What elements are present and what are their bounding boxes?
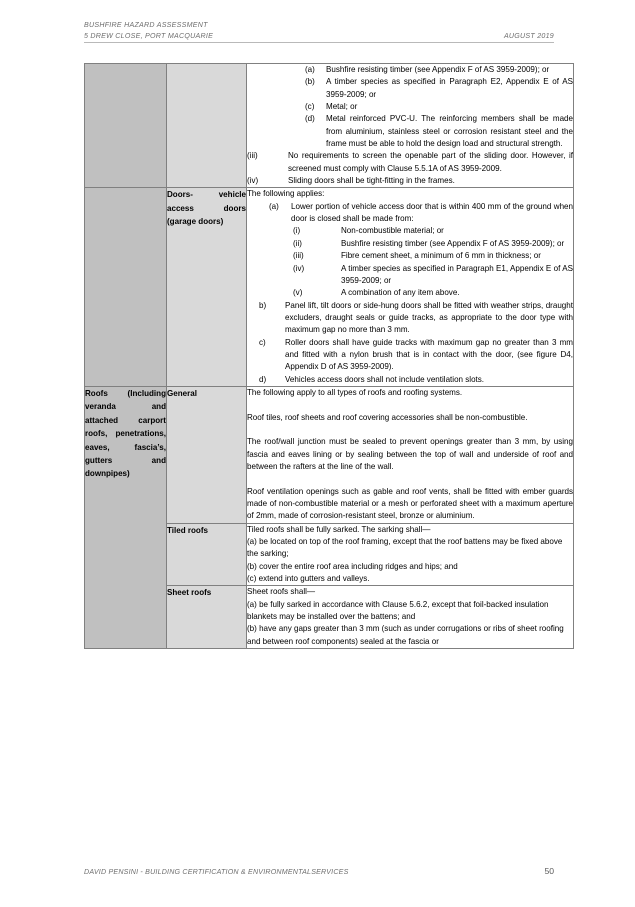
paragraph: Roof ventilation openings such as gable and roof vents, shall be fitted with ember guards made of non-combustible material or a mesh or perforated sheet with a maximum aperture of 2mm, made of corrosion-resistant steel, bronze or aluminium. [247,486,573,521]
list-text: Metal; or [326,102,358,112]
list-item [247,238,573,250]
table-row [85,188,574,387]
list-marker: (iii) [293,251,304,261]
list-text: A timber species as specified in Paragraph E1, Appendix E of AS 3959-2009; or [341,263,573,285]
list-text: Vehicles access doors shall not include ventilation slots. [285,374,485,384]
subcategory-cell-garage-doors: Doors- vehicle access doors (garage doors) [167,188,247,387]
list-marker: (c) [305,102,315,112]
list-item [247,64,573,76]
list-item [247,263,573,288]
list-text: Non-combustible material; or [341,226,444,236]
document-footer [84,866,554,876]
list-marker: (ii) [293,238,302,248]
requirements-cell-garage-doors [247,188,574,387]
list-item [247,101,573,113]
list-item [247,201,573,226]
list-text: No requirements to screen the openable part of the sliding door. However, if screened must comply with Clause 5.5.1A of AS 3959-2009. [288,151,573,173]
list-marker: (a) [305,65,315,74]
list-item [247,287,573,299]
footer-company: DAVID PENSINI - BUILDING CERTIFICATION & ENVIRONMENTALSERVICES [84,868,349,876]
list-marker: d) [259,374,267,384]
list-item [247,374,573,386]
list-text: Bushfire resisting timber (see Appendix F of AS 3959-2009); or [326,65,550,74]
list-text: Roller doors shall have guide tracks with maximum gap no greater than 3 mm and fitted with a nylon brush that is in contact with the door, (see figure D4, Appendix D of AS 3959-2009). [285,337,573,372]
paragraph: (a) be fully sarked in accordance with Clause 5.6.2, except that foil-backed insulation blankets may be installed over the battens; and [247,599,549,621]
list-item [247,225,573,237]
requirements-cell-tiled-roofs [247,523,574,586]
list-item [247,175,573,187]
header-property-address: 5 DREW CLOSE, PORT MACQUARIE [84,31,214,40]
list-text: A timber species as specified in Paragraph E2, Appendix E of AS 3959-2009; or [326,77,573,99]
page-number: 50 [544,866,554,876]
paragraph: The roof/wall junction must be sealed to prevent openings greater than 3 mm, by using fascia and eaves lining or by sealing between the top of wall and underside of roof and between the rafters at the line of the wall. [247,437,573,471]
list-text: Fibre cement sheet, a minimum of 6 mm in thickness; or [341,251,541,261]
header-subtitle-row [84,31,554,44]
header-date: AUGUST 2019 [503,31,554,40]
list-marker: (b) [305,77,315,87]
list-marker: b) [259,300,267,310]
list-item [247,337,573,374]
document-header [84,20,554,43]
list-text: Lower portion of vehicle access door that is within 400 mm of the ground when door is closed shall be made from: [291,201,573,224]
paragraph: (a) be located on top of the roof framing, except that the roof battens may be fixed above the sarking; [247,536,563,559]
paragraph: Roof tiles, roof sheets and roof covering accessories shall be non-combustible. [247,412,528,422]
paragraph: (b) cover the entire roof area including ridges and hips; and [247,561,458,571]
list-marker: (iii) [247,151,258,161]
list-marker: (iv) [293,263,305,273]
paragraph: The following apply to all types of roofs and roofing systems. [247,387,463,397]
requirements-cell-sliding-doors-continued [247,64,574,188]
list-marker: (iv) [247,176,259,186]
subcategory-cell-continued [167,64,247,188]
requirements-cell-sheet-roofs [247,586,574,649]
subcategory-cell-tiled-roofs: Tiled roofs [167,523,247,586]
list-marker: (v) [293,288,303,298]
paragraph: (b) have any gaps greater than 3 mm (such as under corrugations or ribs of sheet roofing and between roof components) sealed at the fascia or [247,624,564,646]
table-row [85,386,574,523]
list-item [247,250,573,262]
list-item [247,150,573,175]
category-cell-continued [85,64,167,188]
category-cell-blank [85,188,167,387]
list-text: Metal reinforced PVC-U. The reinforcing members shall be made from aluminium, stainless steel or corrosion resistant steel and the frame must be able to hold the design load and structural strength. [326,114,573,149]
list-text: Panel lift, tilt doors or side-hung doors shall be fitted with weather strips, draught excluders, draught seals or guide tracks, as appropriate to the door type with maximum gap no more than 3 mm. [285,300,573,335]
list-text: A combination of any item above. [341,288,460,298]
list-item [247,300,573,337]
list-marker: (a) [269,201,279,211]
bushfire-construction-requirements-table [84,63,574,649]
header-title: BUSHFIRE HAZARD ASSESSMENT [84,21,208,29]
list-marker: c) [259,337,266,347]
category-cell-roofs: Roofs (Including veranda and attached carport roofs, penetrations, eaves, fascia’s, gutters and downpipes) [85,386,167,648]
list-marker: (i) [293,226,301,236]
list-item [247,113,573,150]
intro-text: The following applies: [247,189,325,199]
list-item [247,76,573,101]
list-text: Bushfire resisting timber (see Appendix F of AS 3959-2009); or [341,238,565,248]
list-text: Sliding doors shall be tight-fitting in the frames. [288,176,455,186]
paragraph: Tiled roofs shall be fully sarked. The sarking shall— [247,524,431,534]
subcategory-cell-sheet-roofs: Sheet roofs [167,586,247,649]
paragraph: (c) extend into gutters and valleys. [247,573,370,583]
requirements-cell-roofs-general [247,386,574,523]
table-row [85,64,574,188]
list-marker: (d) [305,114,315,124]
paragraph: Sheet roofs shall— [247,587,315,597]
subcategory-cell-general: General [167,386,247,523]
